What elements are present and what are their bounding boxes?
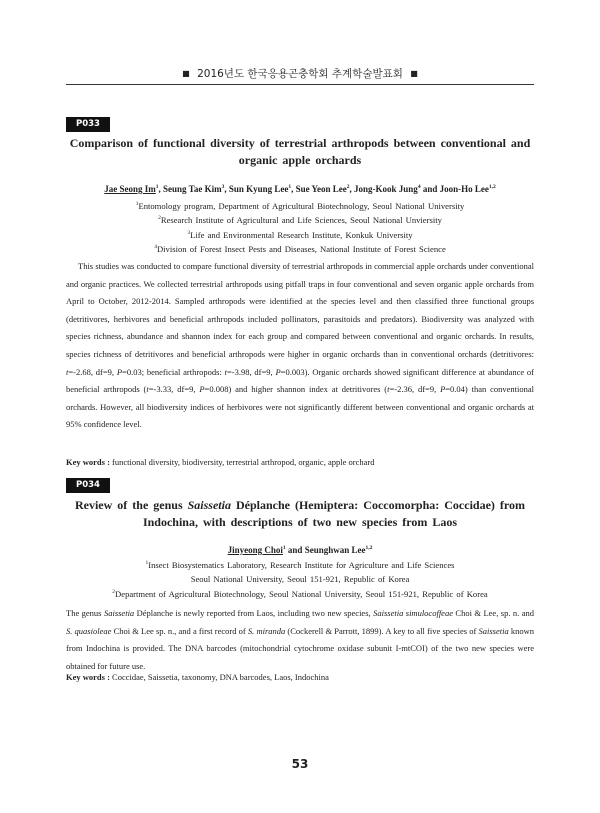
keywords (66, 671, 534, 683)
proceedings-header (66, 66, 534, 81)
paper-id-badge: P033 (66, 117, 110, 132)
square-bullet-icon: ■ (182, 69, 190, 78)
page-number: 53 (291, 757, 309, 771)
author: Jae Seong Im$^1$, (104, 184, 164, 194)
author: Seung Tae Kim$^3$, (163, 184, 229, 194)
keywords (66, 456, 534, 468)
author-name: Jae Seong Im (104, 184, 156, 194)
proceedings-title: 2016년도 한국응용곤충학회 추계학술발표회 (197, 68, 403, 80)
abstract-text: This studies was conducted to compare functional diversity of terrestrial arthropods in commercial apple orchards under conventional and organic practices. We collected terrestrial arthropods using pitfall traps in four conventional and seven organic apple orchards from April to October, 2012-2014. Sampled arthropods were identified at the species level and then classified three functional groups (detritivores, herbivores and beneficial arthropods included pollinators, parasitoids and predators). Biodiversity was analyzed with species richness, abundance and shannon index for each group and compared between conventional and organic orchards. In results, species richness of detritivores and beneficial arthropods were higher in organic orchards than in conventional orchards (detritivores: t=-2.68, df=9, P=0.03; beneficial arthropods: t=-3.98, df=9, P=0.003). Organic orchards showed significant difference at abundance of beneficial arthropods (t=-3.33, df=9, P=0.008) and higher shannon index at detritivores (t=-2.36, df=9, P=0.04) than conventional orchards. However, all biodiversity indices of herbivores were not significantly different between conventional and organic orchards at 95% confidence level. (66, 261, 535, 430)
paper-title-line: Comparison of functional diversity of terrestrial arthropods between conventional and (69, 136, 531, 150)
affiliation: $^1$Entomology program, Department of Agricultural Biotechnology, Seoul National University (135, 200, 465, 211)
affiliation: Seoul National University, Seoul 151-921, Republic of Korea (190, 574, 410, 585)
affiliation: $^3$Life and Environmental Research Institute, Konkuk University (187, 229, 413, 240)
author-name: Joon-Ho Lee (439, 184, 489, 194)
author-name: Sun Kyung Lee (228, 184, 289, 194)
author-name: Jong-Kook Jung (354, 184, 418, 194)
author: Jong-Kook Jung$^4$ and (354, 184, 440, 194)
author-name: Jinyeong Choi (227, 545, 283, 555)
square-bullet-icon: ■ (410, 69, 418, 78)
author-name: Seung Tae Kim (163, 184, 222, 194)
affiliation: $^1$Insect Biosystematics Laboratory, Research Institute for Agriculture and Life Sciences (145, 559, 455, 570)
keywords-label: Key words : (66, 457, 110, 467)
keywords-label: Key words : (66, 672, 110, 682)
author: Jinyeong Choi$^1$ and (227, 545, 305, 555)
author-list (66, 181, 534, 195)
paper-title-line: Indochina, with descriptions of two new species from Laos (142, 515, 458, 529)
paper-title-line: organic apple orchards (238, 153, 362, 167)
author-list (66, 542, 534, 556)
paper-title (66, 497, 534, 531)
author: Sue Yeon Lee$^2$, (295, 184, 355, 194)
header-divider (66, 84, 534, 85)
affiliation: $^4$Division of Forest Insect Pests and Diseases, National Institute of Forest Science (154, 243, 446, 254)
paper-title-line: Review of the genus Saissetia Déplanche (Hemiptera: Coccomorpha: Coccidae) from (74, 498, 526, 512)
abstract-text: The genus Saissetia Déplanche is newly reported from Laos, including two new species, Saissetia simulocoffeae Choi & Lee, sp. n. and S. quasioleae Choi & Lee sp. n., and a first record of S. miranda (Cockerell & Parrott, 1899). A key to all five species of Saissetia known from Indochina is provided. The DNA barcodes (mitochondrial cytochrome oxidase subunit I-mtCOI) of the two new species were obtained for future use. (66, 608, 535, 671)
author-name: Seunghwan Lee (304, 545, 366, 555)
author-name: Sue Yeon Lee (295, 184, 347, 194)
keywords-text: functional diversity, biodiversity, terrestrial arthropod, organic, apple orchard (112, 457, 375, 467)
keywords-text: Coccidae, Saissetia, taxonomy, DNA barcodes, Laos, Indochina (112, 672, 329, 682)
paper-title (66, 135, 534, 169)
author: Sun Kyung Lee$^1$, (228, 184, 296, 194)
author: Seunghwan Lee$^{1,2}$ (304, 545, 373, 555)
affiliation: $^2$Department of Agricultural Biotechnology, Seoul National University, Seoul 151-921, Republic of Korea (112, 588, 488, 599)
author: Joon-Ho Lee$^{1,2}$ (439, 184, 496, 194)
affiliation-list (66, 557, 534, 600)
affiliation-list (66, 198, 534, 255)
affiliation: $^2$Research Institute of Agricultural and Life Sciences, Seoul National Unviersity (158, 215, 442, 226)
paper-id-badge: P034 (66, 478, 110, 493)
